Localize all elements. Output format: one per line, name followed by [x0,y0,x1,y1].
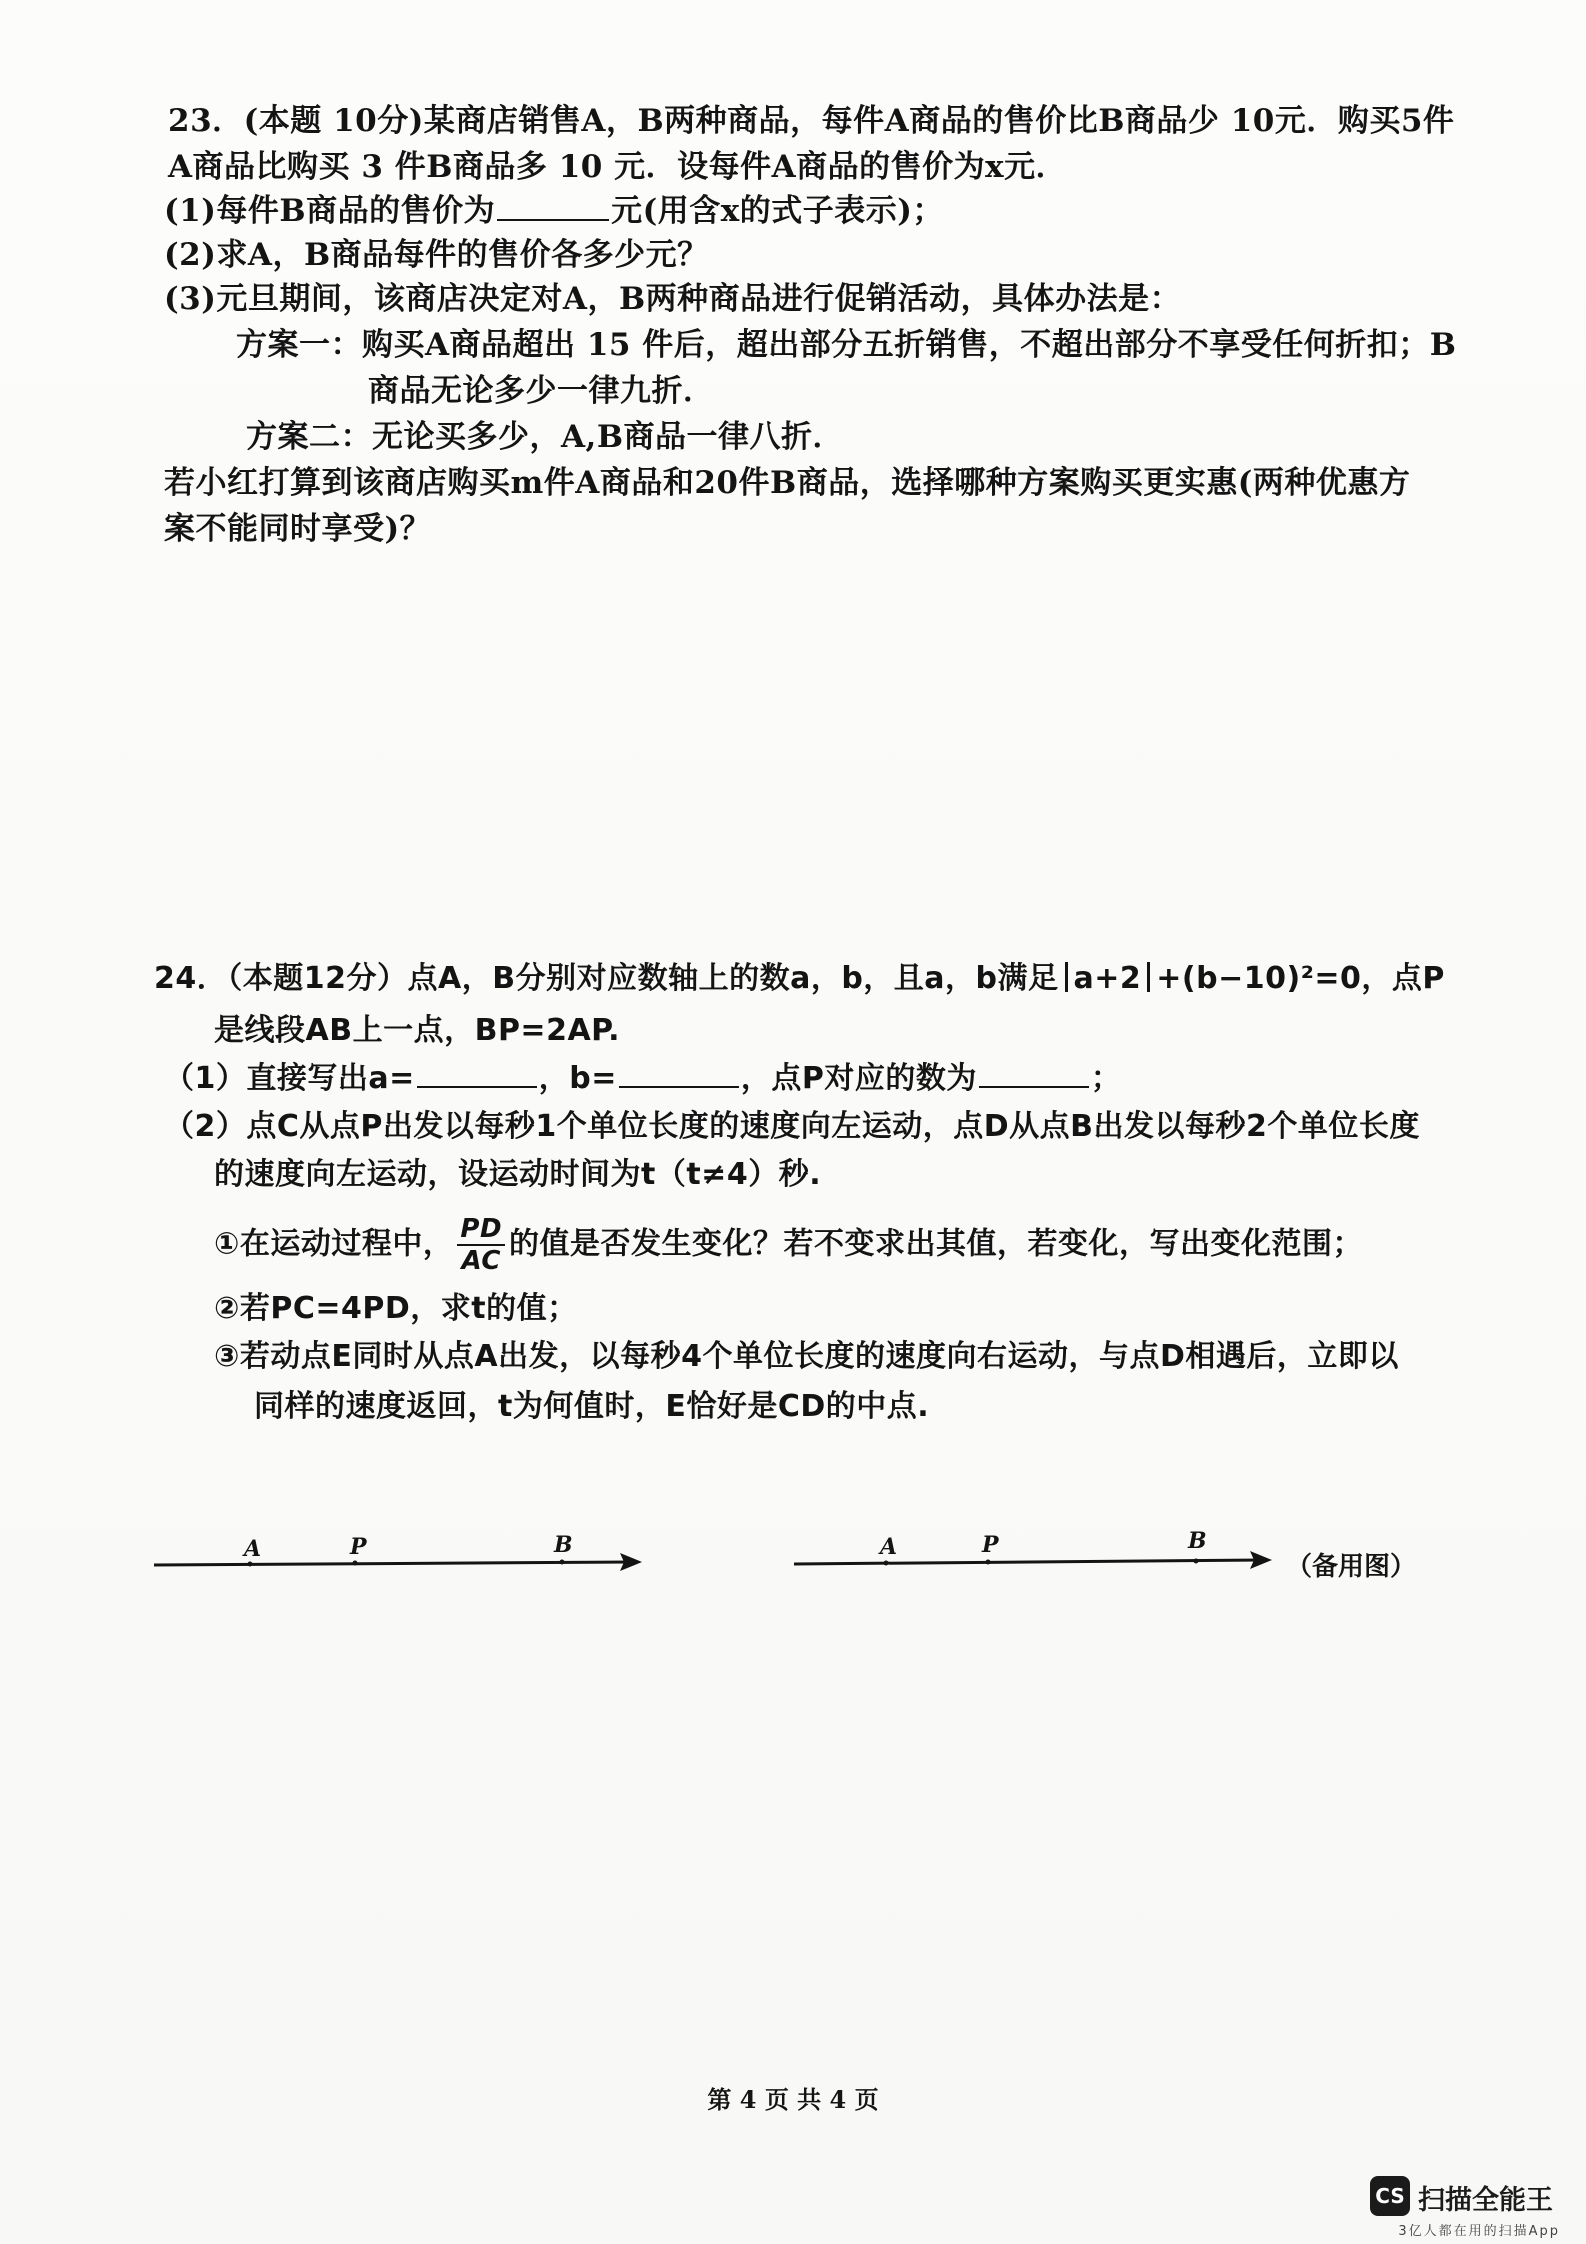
abs-bar-left [1065,962,1068,992]
number-line-right-axis [790,1540,1290,1580]
label-p-left: P [350,1534,367,1560]
q24-part1-p: ，点P对应的数为 [740,1061,977,1096]
q23-line-7: 商品无论多少一律九折． [368,373,715,409]
blank-p [979,1056,1089,1088]
q24-condition-text: 24．（本题12分）点A，B分别对应数轴上的数a，b，且a，b满足 [154,961,1059,996]
label-a-left: A [244,1536,262,1562]
q24-line-3 [164,1056,1121,1102]
label-b-right: B [1188,1528,1207,1554]
fraction-numerator: PD [457,1214,505,1246]
q23-line-8: 方案二：无论买多少，A,B商品一律八折． [246,419,845,455]
label-b-left: B [554,1532,573,1558]
camscanner-logo-icon: CS [1370,2176,1410,2216]
fraction-pd-ac [457,1214,505,1276]
q23-part1-text: (1)每件B商品的售价为 [164,193,496,229]
q23-line-4: (2)求A，B商品每件的售价各多少元？ [164,237,709,273]
watermark-subtitle: 3亿人都在用的扫描App [1398,2224,1560,2239]
q24-line-2: 是线段AB上一点，BP=2AP. [214,1013,621,1048]
label-a-right: A [880,1534,898,1560]
q23-part1-blank [497,189,609,221]
q23-line-10: 案不能同时享受)？ [164,511,432,547]
blank-a [417,1056,537,1088]
q24-part1-b: ，b= [538,1061,617,1096]
number-line-left-axis [150,1540,650,1580]
watermark-title: 扫描全能王 [1418,2185,1553,2216]
page-footer: 第 4 页 共 4 页 [707,2085,879,2114]
q23-line-5: (3)元旦期间，该商店决定对A，B两种商品进行促销活动，具体办法是： [164,281,1182,317]
q24-line-1 [154,956,1445,1002]
q24-sub1-rest: 的值是否发生变化？若不变求出其值，若变化，写出变化范围； [509,1226,1364,1262]
abs-bar-right [1147,962,1150,992]
q24-condition-rest: +(b−10)²=0，点P [1156,961,1445,996]
q24-sub1-text: ①在运动过程中， [214,1226,454,1262]
label-p-right: P [982,1532,999,1558]
q24-line-9: 同样的速度返回，t为何值时，E恰好是CD的中点. [254,1389,930,1424]
q24-part1-a: （1）直接写出a= [164,1061,415,1096]
blank-b [619,1056,739,1088]
q24-part1-end: ； [1090,1061,1122,1096]
fraction-denominator: AC [461,1246,501,1276]
q23-part1-unit: 元(用含x的式子表示)； [611,193,944,229]
q23-line-9: 若小红打算到该商店购买m件A商品和20件B商品，选择哪种方案购买更实惠(两种优惠方 [164,465,1411,501]
q24-abs-expression: a+2 [1073,961,1142,996]
spare-figure-label: （备用图） [1286,1552,1417,1582]
q23-line-6: 方案一：购买A商品超出 15 件后，超出部分五折销售，不超出部分不享受任何折扣；B [236,327,1457,363]
scanner-watermark [1370,2176,1560,2239]
q24-line-7: ②若PC=4PD，求t的值； [214,1291,578,1326]
q23-line-3 [164,188,944,234]
q24-line-8: ③若动点E同时从点A出发，以每秒4个单位长度的速度向右运动，与点D相遇后，立即以 [214,1339,1399,1374]
q24-line-4: （2）点C从点P出发以每秒1个单位长度的速度向左运动，点D从点B出发以每秒2个单位长度 [164,1109,1420,1144]
q24-line-6 [214,1214,1363,1276]
q23-line-2: A商品比购买 3 件B商品多 10 元．设每件A商品的售价为x元． [168,149,1068,185]
q24-line-5: 的速度向左运动，设运动时间为t（t≠4）秒. [214,1157,822,1192]
q23-line-1: 23．(本题 10分)某商店销售A，B两种商品，每件A商品的售价比B商品少 10元．购买5件 [168,103,1455,139]
